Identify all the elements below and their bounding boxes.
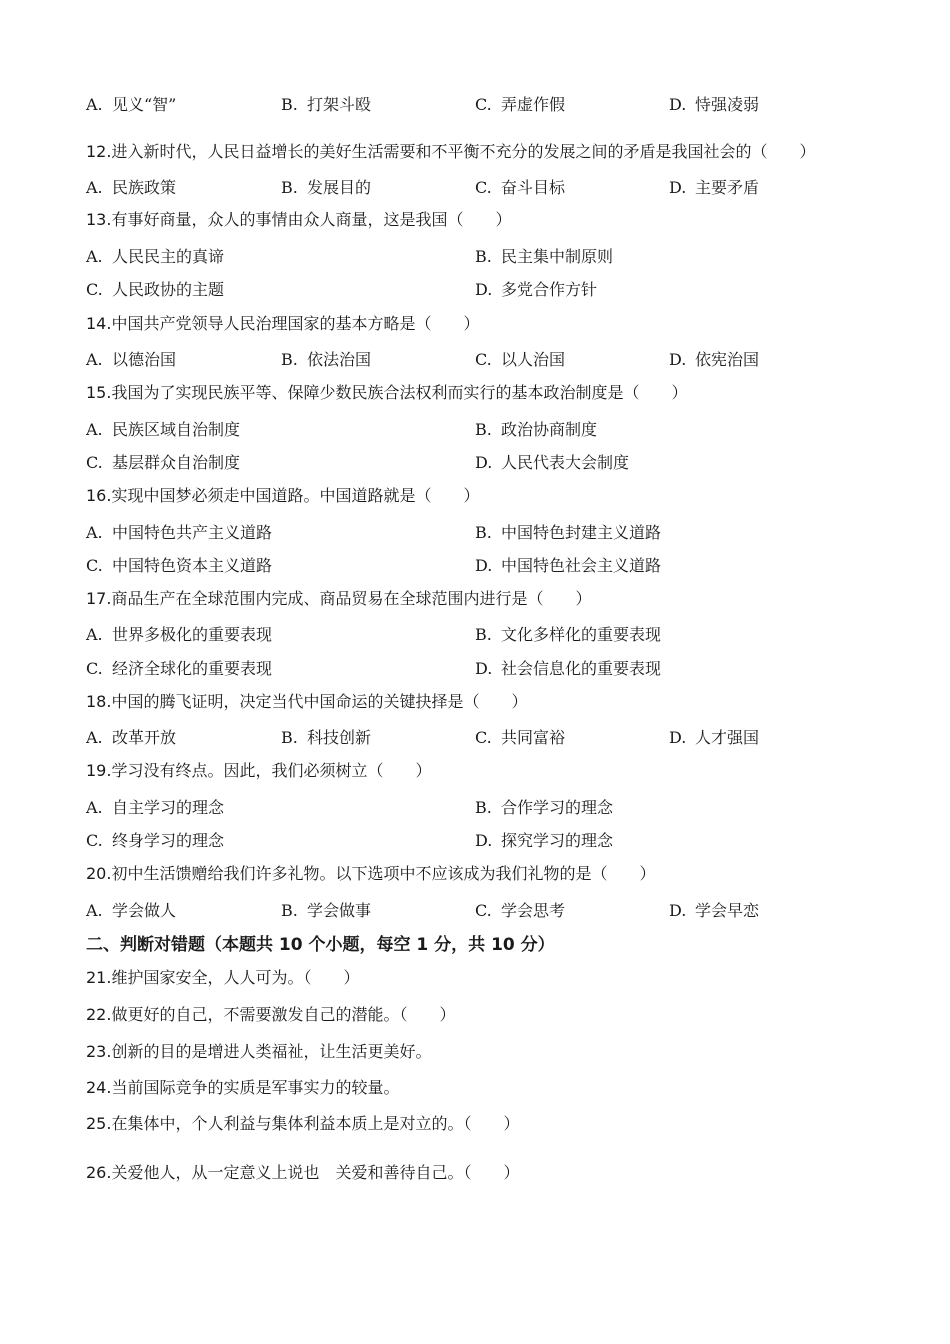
q14-option-b: B. 依法治国 [281, 350, 372, 369]
q13-stem: 13.有事好商量，众人的事情由众人商量，这是我国（ ） [86, 210, 512, 229]
q16-option-d: D. 中国特色社会主义道路 [475, 556, 662, 575]
q11-option-a: A. 见义“智” [86, 95, 177, 114]
q15-option-c: C. 基层群众自治制度 [86, 453, 241, 472]
q19-option-d: D. 探究学习的理念 [475, 831, 614, 850]
judge-item-25: 25.在集体中，个人利益与集体利益本质上是对立的。（ ） [86, 1114, 520, 1133]
q20-option-b: B. 学会做事 [281, 901, 372, 920]
judge-item-26: 26.关爱他人，从一定意义上说也 关爱和善待自己。（ ） [86, 1163, 520, 1182]
q19-option-c: C. 终身学习的理念 [86, 831, 225, 850]
judge-item-23: 23.创新的目的是增进人类福祉，让生活更美好。 [86, 1042, 432, 1061]
q20-option-c: C. 学会思考 [475, 901, 566, 920]
q13-option-c: C. 人民政协的主题 [86, 280, 225, 299]
judge-item-22: 22.做更好的自己，不需要激发自己的潜能。（ ） [86, 1005, 456, 1024]
q14-option-c: C. 以人治国 [475, 350, 566, 369]
q14-option-a: A. 以德治国 [86, 350, 177, 369]
q20-option-d: D. 学会早恋 [669, 901, 760, 920]
q16-option-a: A. 中国特色共产主义道路 [86, 523, 273, 542]
q16-option-c: C. 中国特色资本主义道路 [86, 556, 273, 575]
q19-stem: 19.学习没有终点。因此，我们必须树立（ ） [86, 761, 432, 780]
q12-option-a: A. 民族政策 [86, 178, 177, 197]
q12-option-b: B. 发展目的 [281, 178, 372, 197]
q20-stem: 20.初中生活馈赠给我们许多礼物。以下选项中不应该成为我们礼物的是（ ） [86, 864, 656, 883]
q19-option-a: A. 自主学习的理念 [86, 798, 225, 817]
q11-option-b: B. 打架斗殴 [281, 95, 372, 114]
q18-option-c: C. 共同富裕 [475, 728, 566, 747]
q17-option-c: C. 经济全球化的重要表现 [86, 659, 273, 678]
q18-option-d: D. 人才强国 [669, 728, 760, 747]
q13-option-d: D. 多党合作方针 [475, 280, 598, 299]
q12-option-d: D. 主要矛盾 [669, 178, 760, 197]
q15-option-a: A. 民族区域自治制度 [86, 420, 241, 439]
q11-option-d: D. 恃强凌弱 [669, 95, 760, 114]
section2-heading: 二、判断对错题（本题共 10 个小题，每空 1 分，共 10 分） [86, 935, 555, 955]
q15-option-b: B. 政治协商制度 [475, 420, 598, 439]
q20-option-a: A. 学会做人 [86, 901, 177, 920]
q12-option-c: C. 奋斗目标 [475, 178, 566, 197]
q17-option-d: D. 社会信息化的重要表现 [475, 659, 662, 678]
q18-stem: 18.中国的腾飞证明，决定当代中国命运的关键抉择是（ ） [86, 692, 528, 711]
q17-option-b: B. 文化多样化的重要表现 [475, 625, 662, 644]
q16-option-b: B. 中国特色封建主义道路 [475, 523, 662, 542]
q13-option-b: B. 民主集中制原则 [475, 247, 614, 266]
judge-item-21: 21.维护国家安全，人人可为。（ ） [86, 968, 360, 987]
q13-option-a: A. 人民民主的真谛 [86, 247, 225, 266]
q15-option-d: D. 人民代表大会制度 [475, 453, 630, 472]
q14-option-d: D. 依宪治国 [669, 350, 760, 369]
judge-item-24: 24.当前国际竞争的实质是军事实力的较量。 [86, 1078, 400, 1097]
q12-stem: 12.进入新时代，人民日益增长的美好生活需要和不平衡不充分的发展之间的矛盾是我国社会的（ ） [86, 142, 816, 161]
q17-stem: 17.商品生产在全球范围内完成、商品贸易在全球范围内进行是（ ） [86, 589, 592, 608]
q17-option-a: A. 世界多极化的重要表现 [86, 625, 273, 644]
q18-option-b: B. 科技创新 [281, 728, 372, 747]
q15-stem: 15.我国为了实现民族平等、保障少数民族合法权利而实行的基本政治制度是（ ） [86, 383, 688, 402]
q18-option-a: A. 改革开放 [86, 728, 177, 747]
q16-stem: 16.实现中国梦必须走中国道路。中国道路就是（ ） [86, 486, 480, 505]
q11-option-c: C. 弄虚作假 [475, 95, 566, 114]
q19-option-b: B. 合作学习的理念 [475, 798, 614, 817]
q14-stem: 14.中国共产党领导人民治理国家的基本方略是（ ） [86, 314, 480, 333]
